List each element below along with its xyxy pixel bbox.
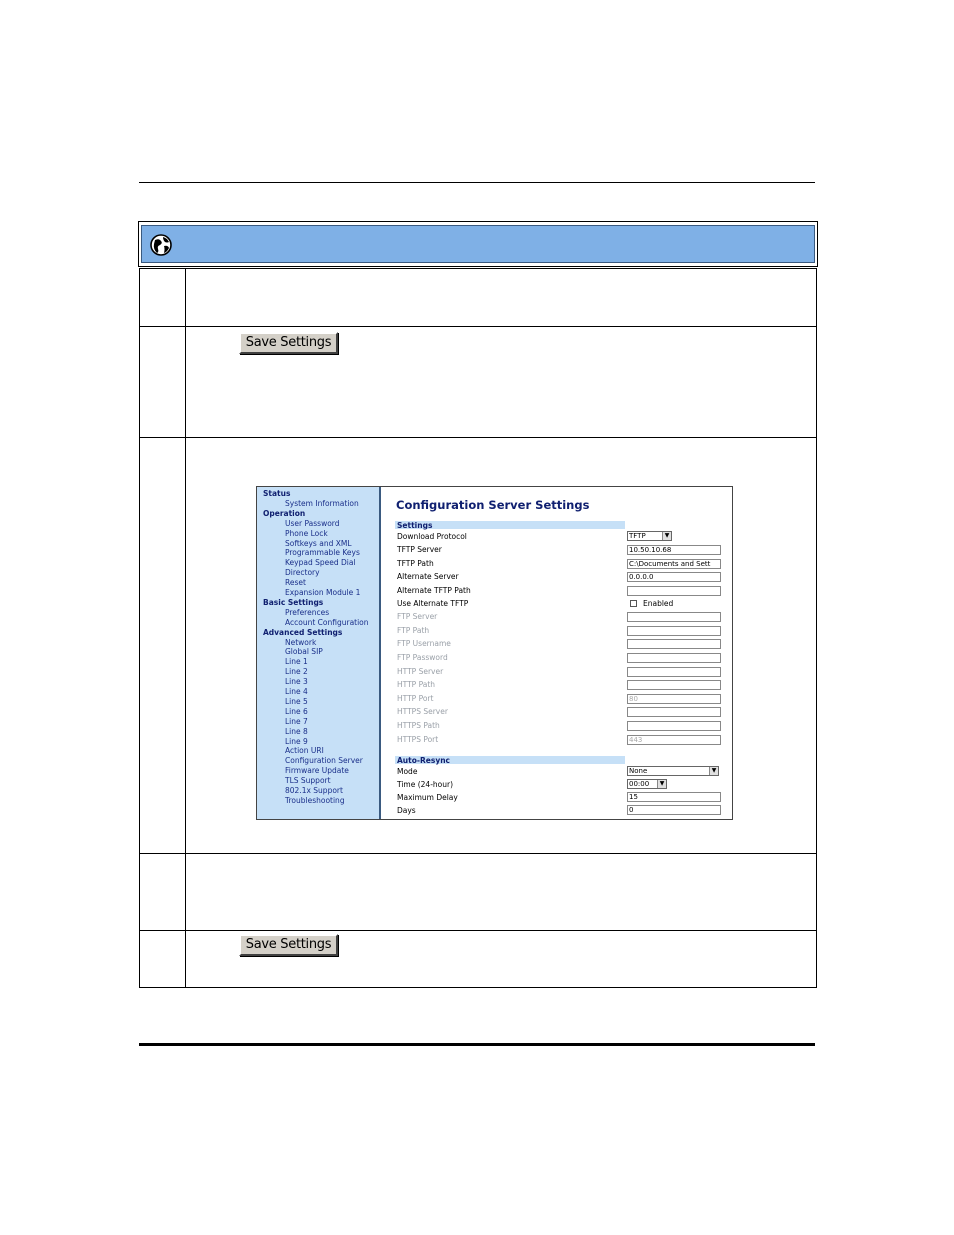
section-autoresync-label: Auto-Resync (397, 756, 450, 765)
tftp-server-label: TFTP Server (397, 545, 442, 554)
step-row-5 (140, 930, 816, 987)
nav-link[interactable]: Keypad Speed Dial (285, 558, 356, 568)
nav-link[interactable]: Line 8 (285, 726, 308, 736)
http-port-label: HTTP Port (397, 694, 434, 703)
nav-link[interactable]: Line 4 (285, 687, 308, 696)
nav-link[interactable]: Directory (285, 568, 320, 578)
alternate-server-input[interactable]: 0.0.0.0 (627, 572, 721, 582)
header-rule (139, 182, 815, 183)
nav-link[interactable]: Preferences (285, 607, 330, 617)
sidebar-nav (257, 487, 381, 819)
tftp-path-input[interactable]: C:\Documents and Sett (627, 559, 721, 569)
maximum-delay-input[interactable]: 15 (627, 792, 721, 802)
ftp-password-input[interactable] (627, 653, 721, 663)
mode-label: Mode (397, 767, 418, 776)
https-path-label: HTTPS Path (397, 721, 440, 730)
nav-link[interactable]: Softkeys and XML (285, 538, 352, 548)
nav-link[interactable]: Network (285, 637, 317, 647)
nav-link[interactable]: Line 9 (285, 736, 308, 746)
enabled-label: Enabled (643, 599, 674, 608)
step-row-4 (140, 853, 816, 930)
nav-link[interactable]: User Password (285, 518, 340, 528)
nav-link[interactable]: Programmable Keys (285, 548, 360, 558)
download-protocol-select[interactable] (627, 531, 672, 541)
tftp-path-label: TFTP Path (397, 559, 434, 568)
aastra-web-ui-banner (138, 221, 818, 267)
nav-section-header[interactable]: Advanced Settings (263, 627, 343, 637)
http-path-label: HTTP Path (397, 680, 436, 689)
section-settings-label: Settings (397, 521, 433, 530)
ftp-path-label: FTP Path (397, 626, 430, 635)
step-number-cell (140, 438, 186, 853)
nav-link[interactable]: Account Configuration (285, 617, 369, 627)
step-number-cell (140, 854, 186, 930)
nav-link[interactable]: Configuration Server (285, 756, 363, 766)
config-server-screenshot (256, 486, 733, 820)
nav-link[interactable]: 802.1x Support (285, 786, 343, 795)
nav-link[interactable]: Firmware Update (285, 766, 349, 776)
alternate-tftp-path-label: Alternate TFTP Path (397, 586, 471, 595)
ftp-username-label: FTP Username (397, 639, 451, 648)
save-settings-button[interactable]: Save Settings (239, 332, 338, 354)
nav-link[interactable]: Line 2 (285, 667, 308, 677)
http-port-input[interactable]: 80 (627, 694, 721, 704)
config-content (381, 487, 732, 819)
https-server-label: HTTPS Server (397, 707, 448, 716)
step-number-cell (140, 931, 186, 987)
page-title: Configuration Server Settings (396, 498, 590, 512)
save-settings-button[interactable]: Save Settings (239, 934, 338, 956)
http-server-input[interactable] (627, 667, 721, 677)
time-label: Time (24-hour) (397, 780, 454, 789)
ftp-password-label: FTP Password (397, 653, 448, 662)
mode-value: None (629, 767, 648, 775)
download-protocol-value: TFTP (629, 532, 646, 540)
footer-rule (139, 1043, 815, 1046)
nav-link[interactable]: Line 3 (285, 677, 308, 687)
chevron-down-icon: ▼ (709, 767, 718, 775)
nav-link[interactable]: Global SIP (285, 647, 323, 657)
nav-section-header[interactable]: Operation (263, 508, 306, 518)
ftp-server-input[interactable] (627, 612, 721, 622)
nav-link[interactable]: Expansion Module 1 (285, 588, 361, 597)
https-server-input[interactable] (627, 707, 721, 717)
nav-section-header[interactable]: Status (263, 489, 291, 498)
nav-link[interactable]: Line 6 (285, 706, 308, 716)
step-row-1 (140, 269, 816, 326)
chevron-down-icon: ▼ (662, 532, 671, 540)
alternate-server-label: Alternate Server (397, 572, 459, 581)
use-alternate-tftp-checkbox[interactable] (630, 600, 637, 607)
alternate-tftp-path-input[interactable] (627, 586, 721, 596)
nav-link[interactable]: Line 7 (285, 716, 308, 726)
nav-link[interactable]: Reset (285, 578, 306, 588)
tftp-server-input[interactable]: 10.50.10.68 (627, 545, 721, 555)
time-value: 00:00 (629, 780, 650, 788)
nav-link[interactable]: System Information (285, 498, 359, 508)
mode-select[interactable] (627, 766, 719, 776)
https-port-label: HTTPS Port (397, 735, 439, 744)
nav-link[interactable]: Troubleshooting (285, 795, 345, 805)
chevron-down-icon: ▼ (657, 780, 666, 788)
nav-link[interactable]: TLS Support (285, 776, 331, 786)
globe-icon (150, 234, 172, 256)
ftp-username-input[interactable] (627, 639, 721, 649)
step-number-cell (140, 327, 186, 437)
ftp-path-input[interactable] (627, 626, 721, 636)
nav-link[interactable]: Line 1 (285, 657, 308, 667)
https-port-input[interactable]: 443 (627, 735, 721, 745)
download-protocol-label: Download Protocol (397, 532, 467, 541)
days-input[interactable]: 0 (627, 805, 721, 815)
use-alternate-tftp-label: Use Alternate TFTP (397, 599, 469, 608)
ftp-server-label: FTP Server (397, 612, 438, 621)
banner-bar (141, 225, 815, 263)
time-select[interactable] (627, 779, 667, 789)
http-path-input[interactable] (627, 680, 721, 690)
nav-link[interactable]: Phone Lock (285, 528, 328, 538)
step-row-2 (140, 326, 816, 437)
https-path-input[interactable] (627, 721, 721, 731)
step-number-cell (140, 269, 186, 326)
maximum-delay-label: Maximum Delay (397, 793, 458, 802)
nav-link[interactable]: Line 5 (285, 696, 308, 706)
nav-section-header[interactable]: Basic Settings (263, 597, 324, 607)
days-label: Days (397, 806, 416, 815)
http-server-label: HTTP Server (397, 667, 444, 676)
nav-link[interactable]: Action URI (285, 746, 324, 756)
